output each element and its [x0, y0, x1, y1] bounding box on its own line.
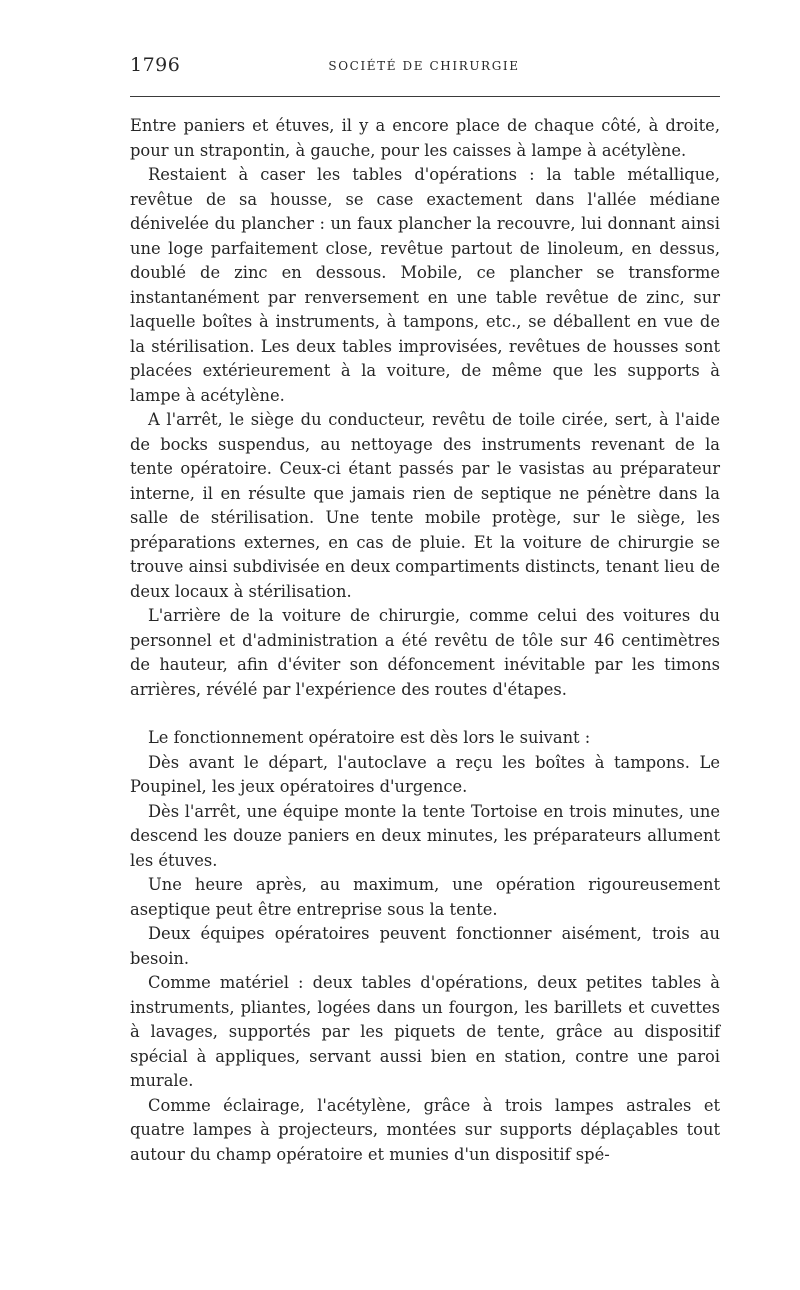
- paragraph: Une heure après, au maximum, une opération rigoureusement aseptique peut être entreprise sous la tente.: [130, 875, 720, 919]
- paragraph: Dès avant le départ, l'autoclave a reçu les boîtes à tampons. Le Poupinel, les jeux opératoires d'urgence.: [130, 752, 720, 796]
- page-number: 1796: [130, 54, 181, 76]
- section-gap: [130, 702, 720, 726]
- paragraph: Restaient à caser les tables d'opérations : la table métallique, revêtue de sa housse, se case exactement dans l'allée médiane dénivelée du plancher : un faux plancher la recouvre, lui donnant ainsi une loge parfaitement close, revêtue partout de linoleum, en dessus, doublé de zinc en dessous. Mobile, ce plancher se transforme instantanément par renversement en une table revêtue de zinc, sur laquelle boîtes à instruments, à tampons, etc., se déballent en vue de la stérilisation. Les deux tables improvisées, revêtues de housses sont placées extérieurement à la voiture, de même que les supports à lampe à acétylène.: [130, 165, 720, 405]
- running-head: SOCIÉTÉ DE CHIRURGIE: [328, 59, 520, 73]
- paragraph: Deux équipes opératoires peuvent fonctionner aisément, trois au besoin.: [130, 924, 720, 968]
- paragraph: Entre paniers et étuves, il y a encore place de chaque côté, à droite, pour un strapontin, à gauche, pour les caisses à lampe à acétylène.: [130, 116, 720, 160]
- page-header: [128, 54, 720, 84]
- paragraph: Comme éclairage, l'acétylène, grâce à trois lampes astrales et quatre lampes à projecteurs, montées sur supports déplaçables tout autour du champ opératoire et munies d'un dispositif spé-: [130, 1095, 720, 1164]
- paragraph: Comme matériel : deux tables d'opérations, deux petites tables à instruments, pliantes, logées dans un fourgon, les barillets et cuvettes à lavages, supportés par les piquets de tente, grâce au dispositif spécial à appliques, servant aussi bien en station, contre une paroi murale.: [130, 973, 720, 1090]
- body-text: [130, 114, 720, 1167]
- paragraph: Dès l'arrêt, une équipe monte la tente Tortoise en trois minutes, une descend les douze paniers en deux minutes, les préparateurs allument les étuves.: [130, 801, 720, 870]
- header-rule: [130, 96, 720, 97]
- paragraph: A l'arrêt, le siège du conducteur, revêtu de toile cirée, sert, à l'aide de bocks suspendus, au nettoyage des instruments revenant de la tente opératoire. Ceux-ci étant passés par le vasistas au préparateur interne, il en résulte que jamais rien de septique ne pénètre dans la salle de stérilisation. Une tente mobile protège, sur le siège, les préparations externes, en cas de pluie. Et la voiture de chirurgie se trouve ainsi subdivisée en deux compartiments distincts, tenant lieu de deux locaux à stérilisation.: [130, 410, 720, 601]
- paragraph: L'arrière de la voiture de chirurgie, comme celui des voitures du personnel et d'administration a été revêtu de tôle sur 46 centimètres de hauteur, afin d'éviter son défoncement inévitable par les timons arrières, révélé par l'expérience des routes d'étapes.: [130, 606, 720, 699]
- paragraph: Le fonctionnement opératoire est dès lors le suivant :: [148, 728, 591, 747]
